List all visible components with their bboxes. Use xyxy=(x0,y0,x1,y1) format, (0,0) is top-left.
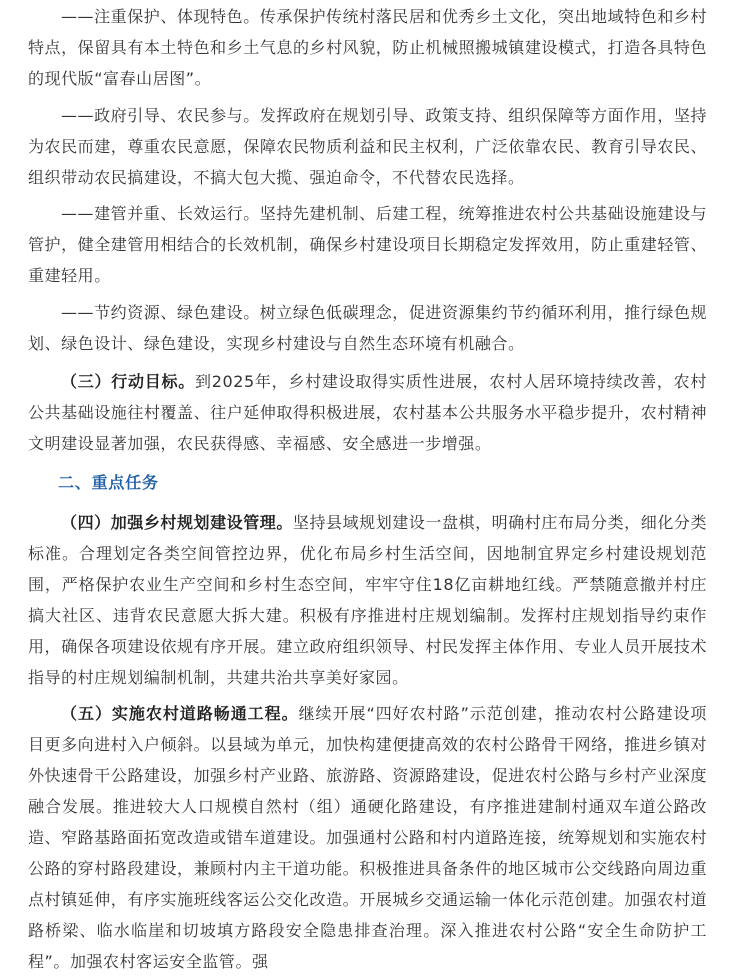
paragraph-lead: （三）行动目标。 xyxy=(61,372,196,391)
paragraph-text: 到2025年，乡村建设取得实质性进展，农村人居环境持续改善，农村公共基础设施往村覆盖、往户延伸取得积极进展，农村基本公共服务水平稳步提升，农村精神文明建设显著加强，农民获得感、幸福感、安全感进一步增强。 xyxy=(28,372,707,453)
paragraph-lead: （四）加强乡村规划建设管理。 xyxy=(61,513,293,532)
paragraph-text: 坚持县域规划建设一盘棋，明确村庄布局分类，细化分类标准。合理划定各类空间管控边界，优化布局乡村生活空间，因地制宜界定乡村建设规划范围，严格保护农业生产空间和乡村生态空间，牢牢守住18亿亩耕地红线。严禁随意撤并村庄搞大社区、违背农民意愿大拆大建。积极有序推进村庄规划编制。发挥村庄规划指导约束作用，确保各项建设依规有序开展。建立政府组织领导、村民发挥主体作用、专业人员开展技术指导的村庄规划编制机制，共建共治共享美好家园。 xyxy=(28,513,707,687)
paragraph-rural-planning xyxy=(0,507,731,693)
paragraph-rural-roads xyxy=(0,698,731,977)
section-heading: 二、重点任务 xyxy=(58,473,159,492)
paragraph-lead: （五）实施农村道路畅通工程。 xyxy=(61,704,299,723)
paragraph-text: ——注重保护、体现特色。传承保护传统村落民居和优秀乡土文化，突出地域特色和乡村特点，保留具有本土特色和乡土气息的乡村风貌，防止机械照搬城镇建设模式，打造各具特色的现代版“富春山居图”。 xyxy=(28,7,707,88)
paragraph-text: ——政府引导、农民参与。发挥政府在规划引导、政策支持、组织保障等方面作用，坚持为农民而建，尊重农民意愿，保障农民物质利益和民主权利，广泛依靠农民、教育引导农民、组织带动农民搞建设，不搞大包大揽、强迫命令，不代替农民选择。 xyxy=(28,106,707,187)
paragraph-government-guidance xyxy=(0,100,731,193)
paragraph-build-and-manage xyxy=(0,198,731,291)
paragraph-green-construction xyxy=(0,297,731,359)
paragraph-text: ——节约资源、绿色建设。树立绿色低碳理念，促进资源集约节约循环利用，推行绿色规划、绿色设计、绿色建设，实现乡村建设与自然生态环境有机融合。 xyxy=(28,303,707,353)
paragraph-action-goals xyxy=(0,366,731,459)
paragraph-text: 继续开展“四好农村路”示范创建，推动农村公路建设项目更多向进村入户倾斜。以县域为单元，加快构建便捷高效的农村公路骨干网络，推进乡镇对外快速骨干公路建设，加强乡村产业路、旅游路、资源路建设，促进农村公路与乡村产业深度融合发展。推进较大人口规模自然村（组）通硬化路建设，有序推进建制村通双车道公路改造、窄路基路面拓宽改造或错车道建设。加强通村公路和村内道路连接，统筹规划和实施农村公路的穿村路段建设，兼顾村内主干道功能。积极推进具备条件的地区城市公交线路向周边重点村镇延伸，有序实施班线客运公交化改造。开展城乡交通运输一体化示范创建。加强农村道路桥梁、临水临崖和切坡填方路段安全隐患排查治理。深入推进农村公路“安全生命防护工程”。加强农村客运安全监管。强 xyxy=(28,704,707,971)
paragraph-text: ——建管并重、长效运行。坚持先建机制、后建工程，统筹推进农村公共基础设施建设与管护，健全建管用相结合的长效机制，确保乡村建设项目长期稳定发挥效用，防止重建轻管、重建轻用。 xyxy=(28,204,707,285)
paragraph-protect-features xyxy=(0,1,731,94)
